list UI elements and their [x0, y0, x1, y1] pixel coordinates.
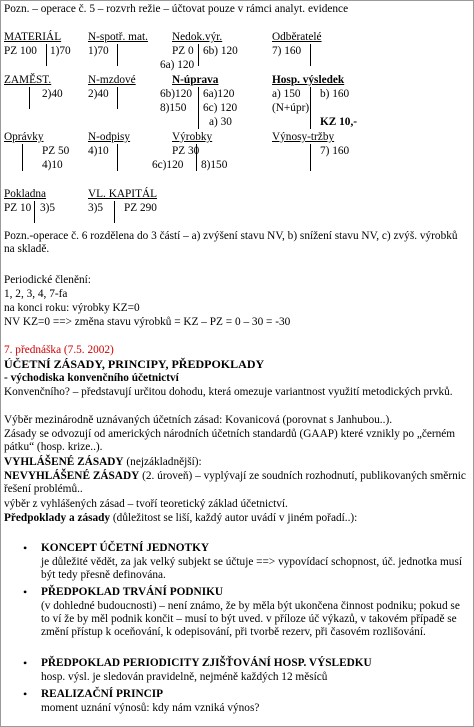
account-nuprava-credit-2: 6c) 120 — [203, 102, 238, 114]
section-heading: ÚČETNÍ ZÁSADY, PRINCIPY, PŘEDPOKLADY — [4, 357, 265, 371]
t-account-divider — [117, 87, 118, 109]
vyhlasene-label: VYHLÁŠENÉ ZÁSADY — [4, 456, 124, 468]
t-account-divider — [198, 44, 199, 66]
account-vynosy-title: Výnosy-tržby — [272, 131, 335, 143]
t-account-divider — [310, 44, 311, 66]
account-vyrobky-title: Výrobky — [172, 131, 213, 143]
bullet-icon: • — [23, 687, 28, 701]
t-account-divider — [117, 44, 118, 66]
list-item — [0, 542, 470, 586]
vyhlasene-text: (nejzákladnější): — [123, 456, 202, 468]
account-hospvysl-closing: KZ 10,- — [320, 116, 358, 128]
account-nedokvyr-debit: PZ 0 — [172, 45, 194, 57]
account-zamest-title: ZAMĚST. — [4, 74, 52, 86]
account-nuprava-title: N-úprava — [172, 74, 219, 86]
t-account-divider — [114, 201, 115, 223]
account-odberatele-title: Odběratelé — [272, 31, 322, 43]
account-opravky-credit-2: 4)10 — [42, 159, 63, 171]
bullet-icon: • — [23, 541, 28, 555]
list-item-text: hosp. výsl. je sledován pravidelně, nejméně každých 12 měsíců — [41, 671, 328, 683]
account-vyrobky-credit: 8)150 — [201, 159, 228, 171]
paragraph-vyber: Výběr mezinárodně uznávaných účetních zásad: Kovanicová (porovnat s Janhubou..). — [4, 414, 393, 426]
account-hospvysl-debit: a) 150 — [272, 88, 301, 100]
paragraph-nevyhlasene — [4, 470, 466, 496]
t-account-divider — [310, 144, 311, 171]
account-odberatele-debit: 7) 160 — [272, 45, 302, 57]
t-account-divider — [46, 44, 47, 66]
t-account-divider — [22, 144, 23, 171]
account-nmzdove-debit: 2)40 — [88, 88, 109, 100]
principles-list — [0, 542, 470, 716]
t-account-divider — [34, 201, 35, 223]
account-nedokvyr-debit-2: 6a) 120 — [160, 59, 195, 71]
account-hospvysl-credit: b) 160 — [320, 88, 350, 100]
list-item-title: KONCEPT ÚČETNÍ JEDNOTKY — [41, 542, 210, 554]
account-opravky-title: Oprávky — [4, 131, 44, 143]
account-nedokvyr-credit: 6b) 120 — [203, 45, 238, 57]
account-nuprava-credit: 6a)120 — [203, 88, 235, 100]
account-material-debit: PZ 100 — [4, 45, 37, 57]
account-pokladna-credit: 3)5 — [40, 202, 56, 214]
account-vlkapital-credit: PZ 290 — [124, 202, 157, 214]
account-hospvysl-title: Hosp. výsledek — [272, 74, 345, 86]
paragraph-zasady: Zásady se odvozují od amerických národních účetních standardů (GAAP) které vznikly po „černém pátku“ (hosp. krize..). — [4, 428, 456, 453]
section-subheading: - východiska konvenčního účetnictví — [4, 372, 179, 384]
t-account-divider — [117, 144, 118, 171]
list-item — [0, 586, 470, 657]
account-pokladna-title: Pokladna — [4, 188, 47, 200]
paragraph-vyber-2: výběr z vyhlášených zásad – tvoří teoretický základ účetnictví. — [4, 498, 288, 510]
periodic-title: Periodické členění: — [4, 274, 91, 286]
account-nspotr-title: N-spotř. mat. — [88, 31, 148, 43]
account-nmzdove-title: N-mzdové — [88, 74, 136, 86]
list-item-title: REALIZAČNÍ PRINCIP — [41, 688, 164, 700]
nevyhlasene-label: NEVYHLÁŠENÉ ZÁSADY — [4, 470, 140, 482]
account-vynosy-credit: 7) 160 — [320, 145, 350, 157]
periodic-line: 1, 2, 3, 4, 7-fa — [4, 288, 68, 300]
predpoklady-text: (důležitost se liší, každý autor uvádí v jiném pořadí..): — [110, 512, 358, 524]
list-item-title: PŘEDPOKLAD TRVÁNÍ PODNIKU — [41, 586, 224, 598]
account-hospvysl-debit-2: (N+úpr) — [272, 102, 310, 114]
account-nspotr-debit: 1)70 — [88, 45, 109, 57]
bullet-icon: • — [23, 656, 28, 670]
periodic-line: NV KZ=0 ==> změna stavu výrobků = KZ – PZ = 0 – 30 = -30 — [4, 316, 291, 328]
account-nodpisy-title: N-odpisy — [88, 131, 131, 143]
list-item-title: PŘEDPOKLAD PERIODICITY ZJIŠŤOVÁNÍ HOSP. VÝSLEDKU — [41, 657, 372, 669]
account-nuprava-debit: 6b)120 — [160, 88, 193, 100]
list-item — [0, 688, 470, 716]
list-item — [0, 657, 470, 688]
account-nuprava-debit-2: 8)150 — [160, 102, 187, 114]
account-nuprava-credit-3: a) 30 — [209, 116, 232, 128]
account-nodpisy-debit: 4)10 — [88, 145, 109, 157]
account-opravky-credit: PZ 50 — [42, 145, 70, 157]
predpoklady-label: Předpoklady a zásady — [4, 512, 111, 524]
note-operation-6: Pozn.-operace č. 6 rozdělena do 3 částí – a) zvýšení stavu NV, b) snížení stavu NV, c) zvýš. výrobků na skladě. — [4, 230, 458, 255]
account-vyrobky-debit-2: 6c)120 — [152, 159, 184, 171]
t-account-divider — [310, 87, 311, 129]
bullet-icon: • — [23, 585, 28, 599]
account-nedokvyr-title: Nedok.výr. — [172, 31, 223, 43]
list-item-text: je důležité vědět, za jak velký subjekt se účtuje ==> vypovídací schopnost, úč. jednotka musí být tedy přesně definována. — [41, 556, 462, 581]
account-zamest-credit: 2)40 — [42, 88, 63, 100]
nevyhlasene-text: (2. úroveň) – vyplývají ze soudních rozhodnutí, publikovaných směrnic řešení problémů.. — [4, 470, 466, 495]
account-vyrobky-debit: PZ 30 — [172, 145, 200, 157]
paragraph-vyhlasene — [4, 456, 466, 469]
account-material-title: MATERIÁL — [4, 31, 62, 43]
list-item-text: moment uznání výnosů: kdy nám vzniká výnos? — [41, 702, 260, 714]
t-account-divider — [198, 87, 199, 129]
periodic-line: na konci roku: výrobky KZ=0 — [4, 302, 140, 314]
account-pokladna-debit: PZ 10 — [4, 202, 32, 214]
paragraph-konvencni: Konvenčního? – představují určitou dohodu, která omezuje variantnost využití metodických prvků. — [4, 386, 453, 398]
paragraph-predpoklady — [4, 512, 466, 525]
account-vlkapital-title: VL. KAPITÁL — [88, 188, 158, 200]
list-item-text: (v dohledné budoucnosti) – není známo, že by měla být ukončena činnost podniku; pokud se to ví že by měl podnik končit – musí to být uved. v příloze úč výkazů, v takovém případě se změní přístup k oceňování, k odepisování, při tvorbě rezerv, při časovém rozlišování. — [41, 600, 460, 638]
account-material-credit: 1)70 — [50, 45, 71, 57]
account-vlkapital-debit: 3)5 — [88, 202, 104, 214]
note-operation-5: Pozn. – operace č. 5 – rozvrh režie – účtovat pouze v rámci analyt. evidence — [4, 3, 349, 15]
t-account-divider — [29, 87, 30, 109]
lecture-date: 7. přednáška (7.5. 2002) — [4, 344, 114, 356]
